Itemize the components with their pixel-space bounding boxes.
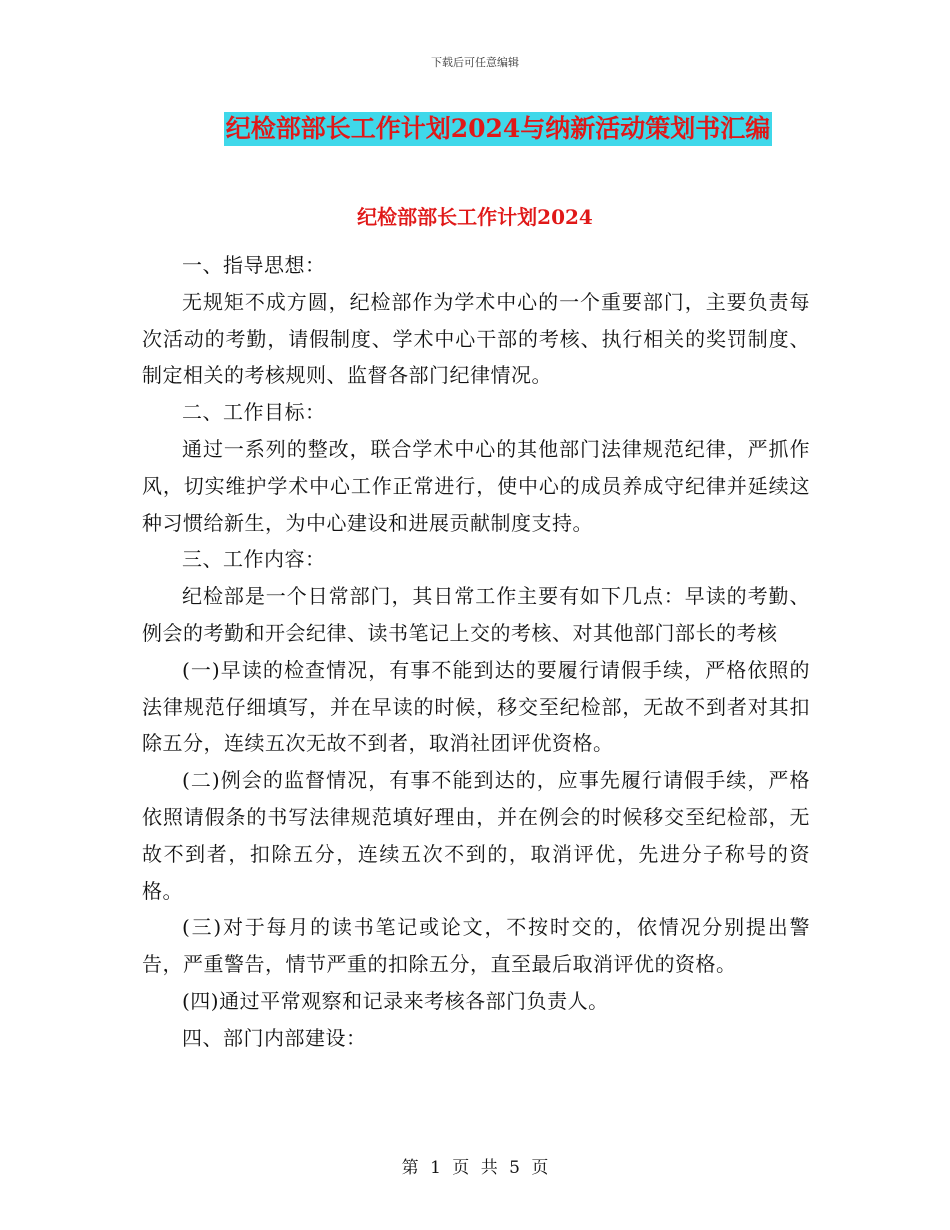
main-title-container — [0, 112, 950, 146]
paragraph-item-1: (一)早读的检查情况，有事不能到达的要履行请假手续，严格依照的法律规范仔细填写，并在早读的时候，移交至纪检部，无故不到者对其扣除五分，连续五次无故不到者，取消社团评优资格。 — [142, 657, 810, 756]
paragraph-item-4: (四)通过平常观察和记录来考核各部门负责人。 — [182, 988, 609, 1013]
heading-work-goal: 二、工作目标： — [182, 400, 326, 425]
paragraph-item-2: (二)例会的监督情况，有事不能到达的，应事先履行请假手续，严格依照请假条的书写法律规范填好理由，并在例会的时候移交至纪检部，无故不到者，扣除五分，连续五次不到的，取消评优，先进分子称号的资格。 — [142, 768, 810, 903]
paragraph: 无规矩不成方圆，纪检部作为学术中心的一个重要部门，主要负责每次活动的考勤，请假制度、学术中心干部的考核、执行相关的奖罚制度、制定相关的考核规则、监督各部门纪律情况。 — [142, 289, 810, 388]
paragraph: 纪检部是一个日常部门，其日常工作主要有如下几点：早读的考勤、例会的考勤和开会纪律、读书笔记上交的考核、对其他部门部长的考核 — [142, 584, 810, 645]
page-footer-number: 第 1 页 共 5 页 — [401, 1158, 549, 1178]
document-body — [142, 247, 810, 1057]
heading-work-content: 三、工作内容： — [182, 547, 326, 572]
heading-guiding-thought: 一、指导思想： — [182, 253, 326, 277]
paragraph-item-3: (三)对于每月的读书笔记或论文，不按时交的，依情况分别提出警告，严重警告，情节严重的扣除五分，直至最后取消评优的资格。 — [142, 915, 810, 977]
section-title: 纪检部部长工作计划2024 — [357, 205, 593, 229]
paragraph: 通过一系列的整改，联合学术中心的其他部门法律规范纪律，严抓作风，切实维护学术中心工作正常进行，使中心的成员养成守纪律并延续这种习惯给新生，为中心建设和进展贡献制度支持。 — [142, 436, 810, 535]
page-header-note: 下载后可任意编辑 — [431, 56, 519, 69]
heading-internal-construction: 四、部门内部建设： — [182, 1025, 367, 1050]
document-main-title: 纪检部部长工作计划2024与纳新活动策划书汇编 — [224, 112, 773, 146]
